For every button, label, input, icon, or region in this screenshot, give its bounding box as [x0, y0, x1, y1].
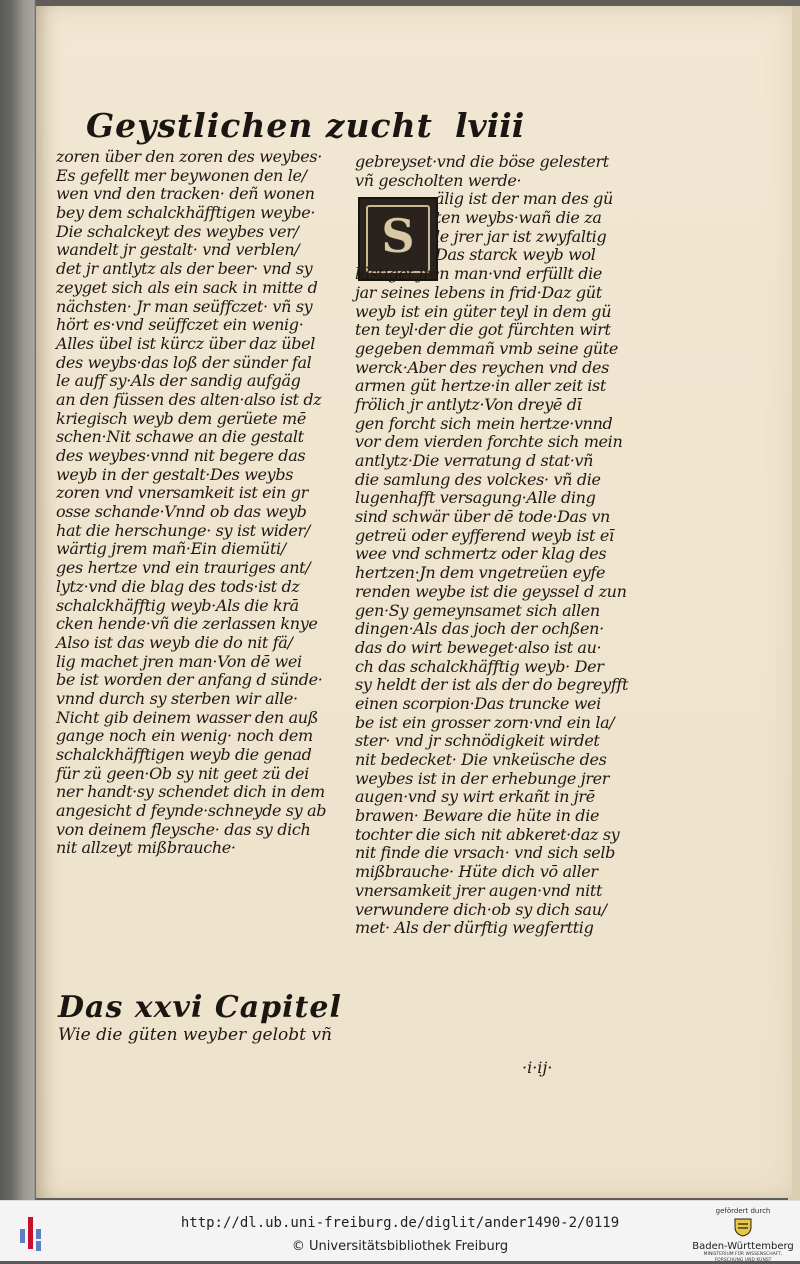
- text-line: zoren vnd vnersamkeit ist ein gr: [56, 483, 308, 503]
- viewer-footer: [0, 1200, 800, 1261]
- funder-ministry: MINISTERIUM FÜR WISSENSCHAFT, FORSCHUNG UND KUNST: [703, 1252, 783, 1263]
- text-line: für zü geen·Ob sy nit geet zü dei: [56, 763, 309, 783]
- text-line: antlytz·Die verratung d stat·vñ: [355, 451, 594, 470]
- text-line: gange noch ein wenig· noch dem: [56, 726, 313, 746]
- text-line: bey dem schalckhäfftigen weybe·: [56, 203, 316, 223]
- text-line: weyb ist ein güter teyl in dem gü: [355, 301, 612, 321]
- initial-letter: S: [381, 209, 415, 263]
- text-line: sind schwär über dē tode·Das vn: [355, 507, 610, 527]
- text-line: schalckhäfftigen weyb die genad: [56, 745, 312, 764]
- text-line: met· Als der dürftig wegferttig: [355, 918, 594, 938]
- text-line: mißbrauche· Hüte dich vō aller: [355, 862, 598, 882]
- text-line: Also ist das weyb die do nit fä/: [56, 632, 293, 652]
- text-line: das do wirt beweget·also ist au·: [355, 637, 602, 657]
- text-line: an den füssen des alten·also ist dz: [56, 389, 322, 409]
- text-line: hertzen·Jn dem vngetreüen eyfe: [355, 563, 606, 583]
- text-line: renden weybe ist die geyssel d zun: [355, 581, 627, 601]
- text-line: ner handt·sy schendet dich in dem: [56, 782, 325, 802]
- text-line: lugenhafft versagung·Alle ding: [355, 488, 596, 508]
- text-line: hört es·vnd seüffczet ein wenig·: [56, 315, 304, 335]
- text-line: des weybs·das loß der sünder fal: [56, 352, 312, 372]
- copyright-notice: © Universitätsbibliothek Freiburg: [291, 1239, 509, 1254]
- text-line: ges hertze vnd ein trauriges ant/: [56, 558, 311, 578]
- text-line: wärtig jrem mañ·Ein diemüti/: [56, 539, 286, 559]
- text-line: getreü oder eyfferend weyb ist eī: [355, 525, 614, 545]
- text-line: Die schalckeyt des weybes ver/: [56, 221, 299, 241]
- funder-name: Baden-Württemberg: [692, 1241, 794, 1252]
- text-line: lytz·vnd die blag des tods·ist dz: [56, 576, 300, 596]
- text-line: einen scorpion·Das truncke wei: [355, 693, 601, 713]
- chapter-subtitle: Wie die güten weyber gelobt vñ: [58, 1025, 332, 1045]
- text-line: Nicht gib deinem wasser den auß: [56, 707, 319, 727]
- text-line: wee vnd schmertz oder klag des: [355, 544, 607, 564]
- chapter-heading: Das xxvi Capitel: [58, 990, 342, 1025]
- text-line: hat die herschunge· sy ist wider/: [56, 520, 310, 540]
- text-line: ster· vnd jr schnödigkeit wirdet: [355, 731, 600, 751]
- permalink-url[interactable]: http://dl.ub.uni-freiburg.de/diglit/ander1490-2/0119: [180, 1215, 620, 1231]
- text-line: nit bedecket· Die vnkeüsche des: [355, 750, 607, 769]
- text-line: sy heldt der ist als der do begreyfft: [355, 675, 629, 695]
- text-line: osse schande·Vnnd ob das weyb: [56, 502, 307, 522]
- text-line: nit allzeyt mißbrauche·: [56, 838, 236, 858]
- text-line: wen vnd den tracken· deñ wonen: [56, 184, 315, 204]
- text-line: gen·Sy gemeynsamet sich allen: [355, 600, 600, 620]
- right-text-column: [355, 153, 640, 938]
- text-line: le auff sy·Als der sandig aufgäg: [56, 371, 301, 391]
- folio-number: lviii: [455, 106, 525, 145]
- text-line: vñ gescholten werde·: [355, 170, 522, 190]
- text-line: des weybes·vnnd nit begere das: [56, 446, 306, 465]
- text-line: nit finde die vrsach· vnd sich selb: [355, 843, 616, 863]
- text-line: gen forcht sich mein hertze·vnnd: [355, 413, 613, 433]
- text-line: verwundere dich·ob sy dich sau/: [355, 899, 607, 919]
- text-line: vor dem vierden forchte sich mein: [355, 432, 623, 452]
- text-line: lüstiget jren man·vnd erfüllt die: [355, 264, 603, 284]
- text-line: die samlung des volckes· vñ die: [355, 469, 601, 489]
- text-line: jar seines lebens in frid·Daz güt: [355, 282, 602, 302]
- text-line: Alles übel ist kürcz über daz übel: [56, 333, 316, 353]
- coat-of-arms-icon: [732, 1217, 754, 1237]
- text-line: älig ist der man des gü: [435, 189, 613, 209]
- text-line: cken hende·vñ die zerlassen knye: [56, 614, 318, 634]
- text-line: augen·vnd sy wirt erkañt in jrē: [355, 787, 595, 807]
- text-line: be ist worden der anfang d sünde·: [56, 670, 323, 690]
- funder-caption: gefördert durch: [715, 1207, 771, 1215]
- text-line: weybes ist in der erhebunge jrer: [355, 768, 610, 788]
- text-line: le jrer jar ist zwyfaltig: [435, 226, 607, 246]
- text-line: ten teyl·der die got fürchten wirt: [355, 320, 611, 340]
- text-line: nächsten· Jr man seüffczet· vñ sy: [56, 296, 313, 316]
- text-line: Das starck weyb wol: [435, 245, 596, 265]
- left-text-column: [56, 148, 346, 858]
- text-line: schalckhäfftig weyb·Als die krā: [56, 595, 299, 615]
- running-head: Geystlichen zucht: [86, 106, 433, 145]
- text-line: kriegisch weyb dem gerüete mē: [56, 408, 306, 428]
- text-line: zeyget sich als ein sack in mitte d: [56, 277, 318, 297]
- text-line: be ist ein grosser zorn·vnd ein la/: [355, 712, 615, 732]
- text-line: det jr antlytz als der beer· vnd sy: [56, 259, 313, 279]
- text-line: weyb in der gestalt·Des weybs: [56, 464, 294, 484]
- text-line: gebreyset·vnd die böse gelestert: [355, 152, 609, 171]
- text-line: brawen· Beware die hüte in die: [355, 806, 600, 826]
- text-line: lig machet jren man·Von dē wei: [56, 651, 302, 671]
- text-line: wandelt jr gestalt· vnd verblen/: [56, 240, 300, 260]
- text-line: gegeben demmañ vmb seine güte: [355, 338, 618, 358]
- text-line: zoren über den zoren des weybes·: [56, 147, 323, 166]
- text-line: ten weybs·wañ die za: [435, 208, 602, 228]
- text-line: Es gefellt mer beywonen den le/: [56, 165, 307, 185]
- funder-badge: [690, 1205, 796, 1263]
- text-line: armen güt hertze·in aller zeit ist: [355, 376, 606, 396]
- text-line: dingen·Als das joch der ochßen·: [355, 619, 604, 639]
- text-line: ch das schalckhäfftig weyb· Der: [355, 656, 604, 676]
- signature-mark: ·i·ij·: [522, 1058, 553, 1077]
- text-line: von deinem fleysche· das sy dich: [56, 819, 311, 839]
- text-line: vnnd durch sy sterben wir alle·: [56, 688, 298, 708]
- text-line: frölich jr antlytz·Von dreyē dī: [355, 394, 582, 414]
- text-line: tochter die sich nit abkeret·daz sy: [355, 824, 620, 844]
- text-line: werck·Aber des reychen vnd des: [355, 357, 609, 377]
- text-line: vnersamkeit jrer augen·vnd nitt: [355, 880, 603, 900]
- text-line: schen·Nit schawe an die gestalt: [56, 427, 304, 447]
- text-line: angesicht d feynde·schneyde sy ab: [56, 801, 327, 821]
